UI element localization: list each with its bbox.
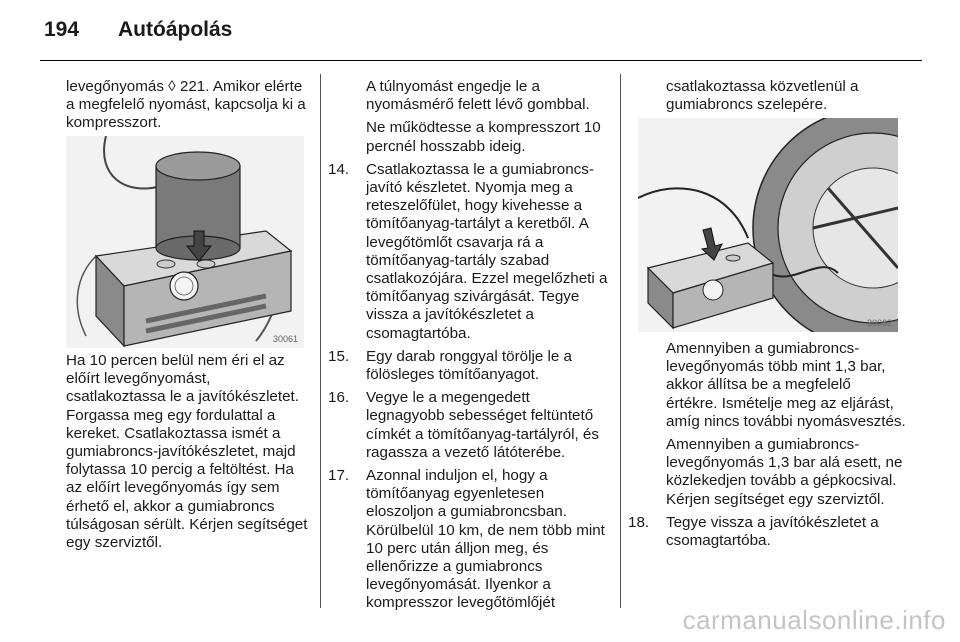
header-rule — [40, 60, 922, 61]
compressor-illustration — [66, 136, 304, 348]
tire-inflation-figure — [638, 118, 898, 332]
figure-code: 30062 — [866, 318, 892, 328]
list-item — [328, 161, 612, 343]
col3-sub2: Amennyiben a gumiabroncs-levegőnyomás 1,3 bar alá esett, ne közlekedjen tovább a gépkocsival. Kérjen segítséget egy szerviztől. — [666, 436, 903, 508]
col1-text: Ha 10 percen belül nem éri el az előírt levegőnyomást, csatlakoztassa le a javítókészletet. Forgassa meg egy fordulattal a kereket. Csatlakoztassa ismét a gumiabroncs-javítókészletet, majd folytassa 10 percig a feltöltést. Ha az előírt levegőnyomás így sem érhető el, akkor a gumiabroncs túlságosan sérült. Kérjen segítséget egy szerviztől. — [66, 352, 308, 552]
col3-intro: csatlakoztassa közvetlenül a gumiabroncs szelepére. — [666, 78, 859, 114]
watermark: carmanualsonline.info — [682, 605, 946, 635]
list-item-number: 16. — [328, 389, 350, 407]
list-item-text: Azonnal induljon el, hogy a tömítőanyag egyenletesen eloszoljon a gumiabroncsban. Körülbelül 10 km, de nem több mint 10 perc után álljon meg, és ellenőrizze a gumiabroncs levegőnyomását. Ilyenkor a kompresszor levegőtömlőjét — [366, 467, 605, 612]
list-item-text: Tegye vissza a javítókészletet a csomagtartóba. — [666, 513, 879, 550]
list-item-text: Egy darab ronggyal törölje le a fölösleges tömítőanyagot. — [366, 347, 573, 384]
list-item-number: 15. — [328, 347, 350, 365]
column-divider — [620, 74, 621, 608]
page-title: Autóápolás — [118, 18, 233, 41]
column-divider — [320, 74, 321, 608]
tire-inflation-illustration — [638, 118, 898, 332]
page-header — [0, 0, 960, 62]
list-item-number: 14. — [328, 160, 350, 178]
col2-p2: Ne működtesse a kompresszort 10 percnél hosszabb ideig. — [366, 119, 601, 155]
compressor-figure — [66, 136, 304, 348]
list-item-number: 18. — [628, 513, 650, 531]
column-1 — [66, 78, 310, 138]
list-item — [328, 389, 612, 462]
col1-intro: levegőnyomás ◊ 221. Amikor elérte a megfelelő nyomást, kapcsolja ki a kompresszort. — [66, 78, 306, 132]
column-3 — [628, 78, 906, 119]
list-item — [628, 514, 906, 550]
list-item-number: 17. — [328, 467, 350, 485]
col3-sub1: Amennyiben a gumiabroncs-levegőnyomás több mint 1,3 bar, akkor állítsa be a megfelelő értékre. Ismételje meg az eljárást, amíg nincs további nyomásvesztés. — [666, 340, 906, 430]
col2-p1: A túlnyomást engedje le a nyomásmérő felett lévő gombbal. — [366, 78, 590, 114]
figure-code: 30061 — [272, 334, 298, 344]
list-item — [328, 348, 612, 384]
column-1-body — [66, 352, 310, 557]
list-item — [328, 467, 612, 613]
column-3-body — [628, 340, 906, 555]
column-2 — [328, 78, 612, 618]
list-item-text: Vegye le a megengedett legnagyobb sebességet feltüntető címkét a tömítőanyag-tartályról, és ragassza a vezető látóterébe. — [366, 389, 599, 461]
list-item-text: Csatlakoztassa le a gumiabroncs-javító készletet. Nyomja meg a reteszelőfület, hogy kivehesse a tömítőanyag-tartályt a keretből. A levegőtömlőt csavarja rá a tömítőanyag-tartály szabad csatlakozójára. Ezzel megelőzheti a tömítőanyag szivárgását. Tegye vissza a javítókészletet a csomagtartóba. — [366, 160, 608, 342]
page-number: 194 — [44, 18, 80, 41]
